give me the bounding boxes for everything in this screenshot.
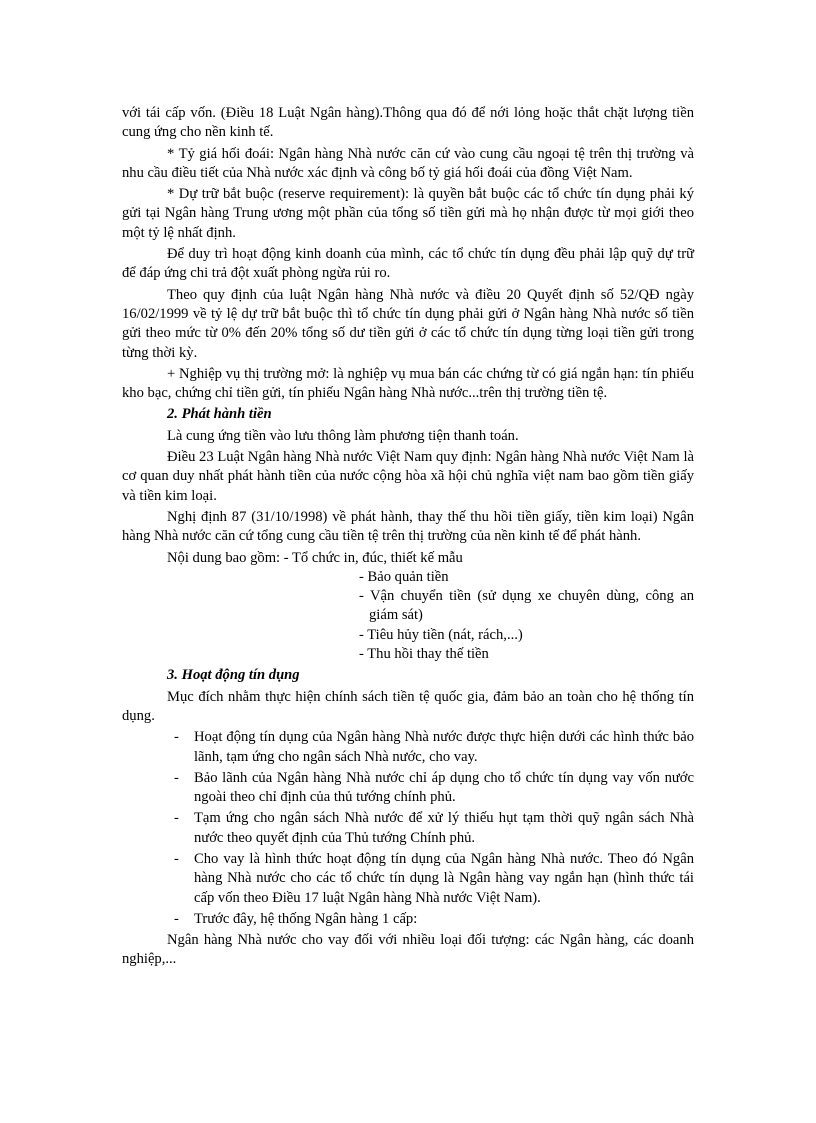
paragraph-reserve-regulation: Theo quy định của luật Ngân hàng Nhà nước và điều 20 Quyết định số 52/QĐ ngày 16/02/1999 về tỷ lệ dự trữ bắt buộc thì tổ chức tín dụng phải gửi ở Ngân hàng Nhà nước số tiền gửi theo mức từ 0% đến 20% tổng số dư tiền gửi ở các tổ chức tín dụng từng loại tiền gửi trong từng thời kỳ. — [122, 286, 694, 361]
bullet-marker: - — [174, 850, 179, 867]
paragraph-exchange-rate: * Tỷ giá hối đoái: Ngân hàng Nhà nước căn cứ vào cung cầu ngoại tệ trên thị trường và nhu cầu điều tiết của Nhà nước xác định và công bố tỷ giá hối đoái của đồng Việt Nam. — [122, 145, 694, 181]
paragraph-open-market: + Nghiệp vụ thị trường mở: là nghiệp vụ mua bán các chứng từ có giá ngắn hạn: tín phiếu kho bạc, chứng chỉ tiền gửi, tín phiếu Ngân hàng Nhà nước...trên thị trường tiền tệ. — [122, 365, 694, 402]
contents-item: - Bảo quản tiền — [359, 568, 449, 585]
contents-item: - Thu hồi thay thế tiền — [359, 646, 489, 663]
list-item-text: Trước đây, hệ thống Ngân hàng 1 cấp: — [194, 910, 418, 927]
list-item — [122, 769, 694, 808]
contents-list — [167, 549, 694, 665]
section-heading-credit: 3. Hoạt động tín dụng — [167, 667, 300, 684]
contents-first-row — [167, 549, 694, 568]
list-item-text: Hoạt động tín dụng của Ngân hàng Nhà nước được thực hiện dưới các hình thức bảo lãnh, tạm ứng cho ngân sách Nhà nước, cho vay. — [194, 729, 694, 765]
document-page — [122, 104, 694, 972]
bullet-marker: - — [174, 729, 179, 746]
list-item — [122, 728, 694, 767]
list-item-text: Cho vay là hình thức hoạt động tín dụng của Ngân hàng Nhà nước. Theo đó Ngân hàng Nhà nước cho các tổ chức tín dụng là Ngân hàng vay ngắn hạn (hình thức tái cấp vốn theo Điều 17 luật Ngân hàng Nhà nước Việt Nam). — [194, 850, 694, 906]
bullet-marker: - — [174, 910, 179, 927]
paragraph-reserve-fund: Để duy trì hoạt động kinh doanh của mình, các tổ chức tín dụng đều phải lập quỹ dự trữ để đáp ứng chi trả đột xuất phòng ngừa rủi ro. — [122, 246, 694, 282]
paragraph-article-23: Điều 23 Luật Ngân hàng Nhà nước Việt Nam quy định: Ngân hàng Nhà nước Việt Nam là cơ quan duy nhất phát hành tiền của nước cộng hòa xã hội chủ nghĩa việt nam bao gồm tiền giấy và tiền kim loại. — [122, 449, 694, 504]
paragraph-rediscount: với tái cấp vốn. (Điều 18 Luật Ngân hàng).Thông qua đó để nới lỏng hoặc thắt chặt lượng tiền cung ứng cho nền kinh tế. — [122, 105, 694, 141]
list-item — [122, 910, 694, 929]
list-item-text: Bảo lãnh của Ngân hàng Nhà nước chỉ áp dụng cho tổ chức tín dụng vay vốn nước ngoài theo chỉ định của thủ tướng chính phủ. — [194, 769, 694, 806]
section-heading-issuance: 2. Phát hành tiền — [167, 406, 272, 423]
list-item-text: Tạm ứng cho ngân sách Nhà nước để xử lý thiếu hụt tạm thời quỹ ngân sách Nhà nước theo quyết định của Thủ tướng Chính phủ. — [194, 810, 694, 846]
list-item — [122, 809, 694, 848]
paragraph-credit-closing: Ngân hàng Nhà nước cho vay đối với nhiều loại đối tượng: các Ngân hàng, các doanh nghiệp,... — [122, 932, 694, 968]
paragraph-reserve-requirement: * Dự trữ bắt buộc (reserve requirement): là quyền bắt buộc các tổ chức tín dụng phải ký gửi tại Ngân hàng Trung ương một phần của tổng số tiền gửi mà họ nhận được từ mọi giới theo một tỷ lệ nhất định. — [122, 186, 694, 241]
list-item — [122, 850, 694, 908]
contents-item: - Tổ chức in, đúc, thiết kế mẫu — [283, 549, 463, 566]
contents-sub-items — [359, 568, 694, 664]
bullet-marker: - — [174, 810, 179, 827]
paragraph-issuance-definition: Là cung ứng tiền vào lưu thông làm phương tiện thanh toán. — [167, 427, 519, 444]
bullet-marker: - — [174, 769, 179, 786]
contents-label: Nội dung bao gồm: — [167, 549, 284, 566]
paragraph-credit-purpose: Mục đích nhằm thực hiện chính sách tiền tệ quốc gia, đảm bảo an toàn cho hệ thống tín dụng. — [122, 688, 694, 724]
credit-bullet-list — [122, 728, 694, 929]
contents-item: - Tiêu hủy tiền (nát, rách,...) — [359, 626, 523, 643]
contents-item: - Vận chuyển tiền (sử dụng xe chuyên dùng, công an giám sát) — [359, 588, 694, 624]
paragraph-decree-87: Nghị định 87 (31/10/1998) về phát hành, thay thế thu hồi tiền giấy, tiền kim loại) Ngân hàng Nhà nước căn cứ tổng cung cầu tiền tệ trên thị trường của nền kinh tế để phát hành. — [122, 508, 694, 545]
